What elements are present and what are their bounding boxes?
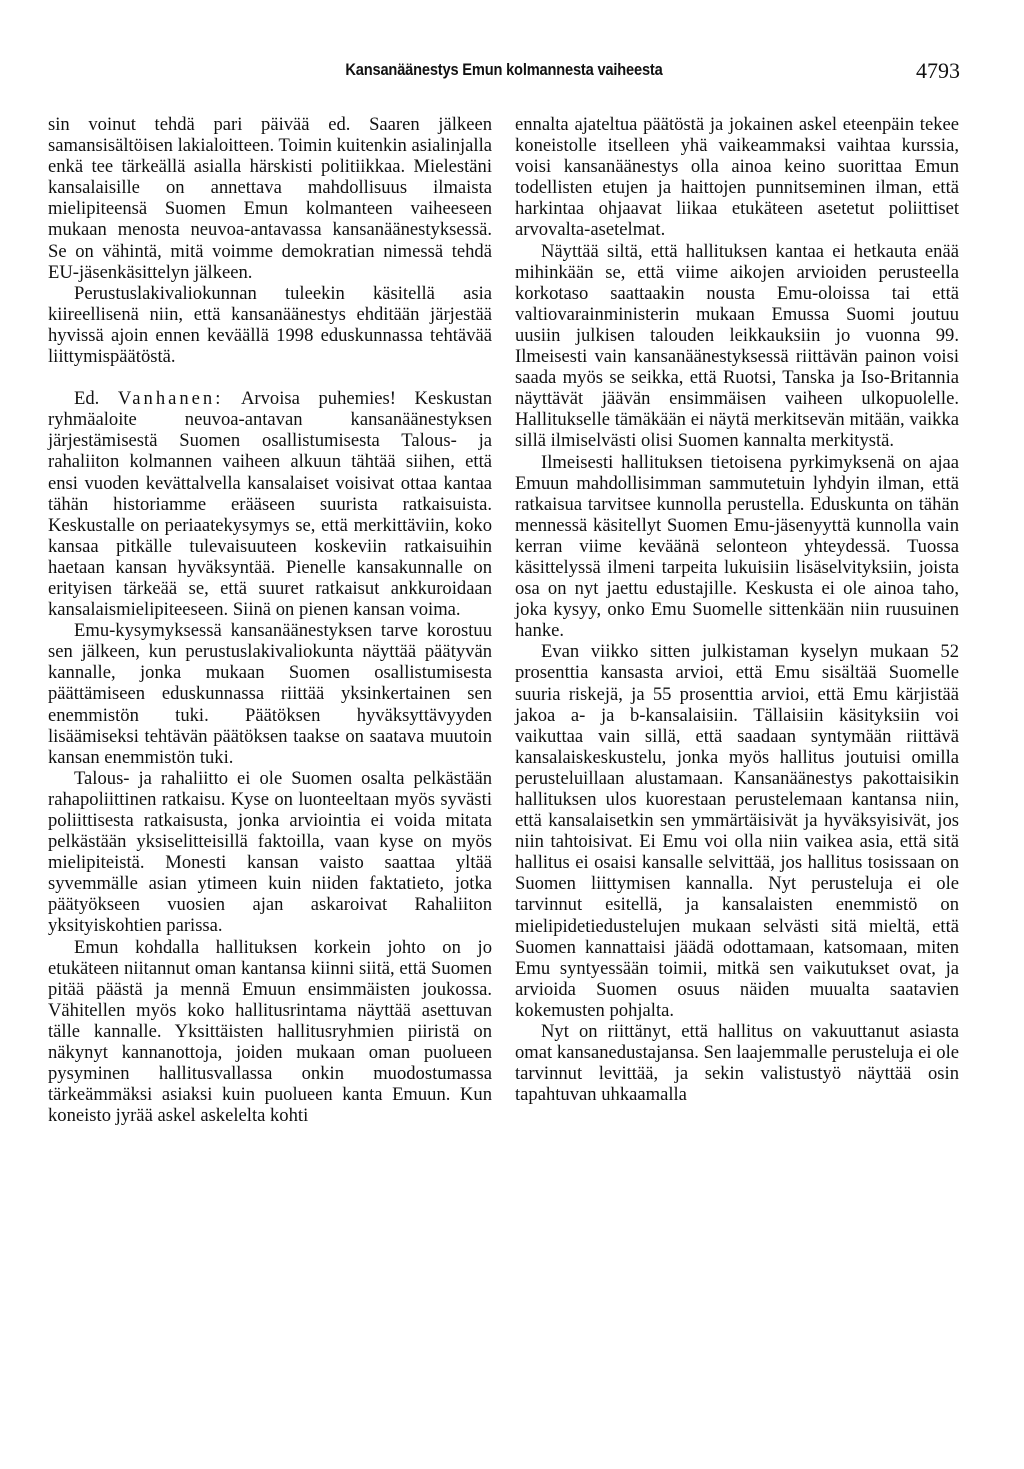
paragraph: Emun kohdalla hallituksen korkein johto on jo etukäteen niitannut oman kantansa kiinni siitä, että Suomen pitää päästä ja mennä Emuun ensimmäisten joukossa. Vähitellen myös koko hallitusrintama näyttää asettuvan tälle kannalle. Yksittäisten hallitusryhmien piiristä on näkynyt kannanottoja, joiden mukaan oman puolueen pysyminen hallitusvallassa onkin muodostumassa tärkeämmäksi asiaksi kuin puolueen kanta Emuun. Kun koneisto jyrää askel askelelta kohti (48, 936, 492, 1127)
right-column (515, 114, 959, 1105)
page-number: 4793 (916, 58, 960, 83)
speaker-prefix: Ed. (74, 388, 118, 410)
speaker-paragraph (48, 388, 492, 620)
paragraph: Evan viikko sitten julkistaman kyselyn mukaan 52 prosenttia kansasta arvioi, että Emu sisältää Suomelle suuria riskejä, ja 55 prosenttia arvioi, että Emu kärjistää jakoa a- ja b-kansalaisiin. Tällaisiin käsityksiin voi vaikuttaa vain sillä, että saadaan syntymään riittävä kansalaiskeskustelu, jonka myös hallitus joutuisi omilla perusteluillaan alustamaan. Kansanäänestys pakottaisikin hallituksen ulos kuorestaan perustelemaan kantansa niin, että kansalaisetkin sen ymmärtäisivät ja hyväksyisivät, jos niin tahtoisivat. Ei Emu voi olla niin vaikea asia, että sitä hallitus ei osaisi kansalle selvittää, jos hallitus tosissaan on Suomen liittymisen kannalla. Nyt perusteluja ei ole tarvinnut esitellä, ja kansalaisten enemmistö on mielipidetiedustelujen mukaan selvästi sitä mieltä, että Suomen kannattaisi jäädä odottamaan, katsomaan, miten Emu syntyessään toimii, mitkä sen vaikutukset ovat, ja arvioida Suomen osuus näiden muualta saatavien kokemusten pohjalta. (515, 641, 959, 1021)
paragraph: Ilmeisesti hallituksen tietoisena pyrkimyksenä on ajaa Emuun mahdollisimman sammutetuin lyhdyin ilman, että ratkaisua tarvitsee kunnolla perustella. Eduskunta on tähän mennessä käsitellyt Suomen Emu-jäsenyyttä kunnolla vain kerran viime keväänä selonteon yhteydessä. Tuossa käsittelyssä ilmeni tarpeita lukuisiin lisäselvityksiin, joista osa on nyt jaettu edustajille. Keskusta ei ole ainoa taho, joka kysyy, onko Emu Suomelle sittenkään niin ruusuinen hanke. (515, 451, 959, 642)
paragraph: Emu-kysymyksessä kansanäänestyksen tarve korostuu sen jälkeen, kun perustuslakivaliokunta näyttää päätyvän kannalle, jonka mukaan Suomen osallistumisesta päättämiseen eduskunnassa riittää yksinkertainen sen enemmistön tuki. Päätöksen hyväksyttävyyden lisäämiseksi tehtävän päätöksen taakse on saatava muutoin kansan enemmistön tuki. (48, 620, 492, 768)
speech-text: Arvoisa puhemies! Keskustan ryhmäaloite neuvoa-antavan kansanäänestyksen järjestämisestä Suomen osallistumisesta Talous- ja rahaliiton kolmannen vaiheen alkuun tähtää siihen, että ensi vuoden kevättalvella kansalaiset voisivat ottaa kantaa tähän historiamme erääseen suurista ratkaisuista. Keskustalle on periaatekysymys se, että merkittäviin, koko kansaa pitkälle tulevaisuuteen koskeviin ratkaisuihin haetaan kansan hyväksyntää. Pienelle kansakunnalle on erityisen tärkeää se, että suuret ratkaisut ankkuroidaan kansalaismielipiteeseen. Siinä on pienen kansan voima. (48, 388, 493, 621)
running-head (48, 60, 960, 88)
paragraph: Näyttää siltä, että hallituksen kantaa ei hetkauta enää mihinkään se, että viime aikojen arvioiden perusteella korkotaso saattaakin nousta Emu-oloissa tai että valtiovarainministerin mukaan Emussa Suomi joutuu uusiin julkisen talouden leikkauksiin jo vuonna 99. Ilmeisesti vain kansanäänestyksessä riittävän painon voisi saada myös se seikka, että Ruotsi, Tanska ja Iso-Britannia näyttävät jäävän ensimmäisen vaiheen ulkopuolelle. Hallitukselle tämäkään ei näytä merkitsevän mitään, vaikka sillä ilmiselvästi olisi Suomen kannalta merkitystä. (515, 240, 959, 452)
paragraph: Talous- ja rahaliitto ei ole Suomen osalta pelkästään rahapoliittinen ratkaisu. Kyse on luonteeltaan myös syvästi poliittisesta ratkaisusta, jonka arviointia ei voida mitata pelkästään yksiselitteisillä faktoilla, vaan kyse on myös mielipiteistä. Monesti kansan vaisto saattaa yltää syvemmälle asian ytimeen kuin niiden faktatieto, jotka päätyökseen vuosien ajan askaroivat Rahaliiton yksityiskohtien parissa. (48, 767, 492, 937)
running-title: Kansanäänestys Emun kolmannesta vaiheesta (345, 60, 663, 79)
left-column (48, 114, 492, 1126)
paragraph: Nyt on riittänyt, että hallitus on vakuuttanut asiasta omat kansanedustajansa. Sen laajemmalle perusteluja ei ole tarvinnut levittää, ja sekin valistustyö näyttää osin tapahtuvan uhkaamalla (515, 1021, 959, 1106)
paragraph: sin voinut tehdä pari päivää ed. Saaren jälkeen samansisältöisen lakialoitteen. Toimin kuitenkin asialinjalla enkä tee tärkeällä asialla härskisti politiikkaa. Mielestäni kansalaisille on annettava mahdollisuus ilmaista mielipiteensä Suomen Emun kolmanteen vaiheeseen mukaan menosta neuvoa-antavassa kansanäänestyksessä. Se on vähintä, mitä voimme demokratian nimessä tehdä EU-jäsenkäsittelyn jälkeen. (48, 114, 492, 283)
speaker-name: Vanhanen: (117, 388, 224, 410)
paragraph: Perustuslakivaliokunnan tuleekin käsitellä asia kiireellisenä niin, että kansanäänestys ehditään järjestää hyvissä ajoin ennen keväällä 1998 eduskunnassa tehtävää liittymispäätöstä. (48, 282, 492, 368)
paragraph: ennalta ajateltua päätöstä ja jokainen askel eteenpäin tekee koneistolle itselleen yhä vaikeammaksi vaihtaa kurssia, voisi kansanäänestys olla ainoa keino suorittaa Emun todellisten etujen ja haittojen punnitseminen ilman, että harkintaa ohjaavat liikaa etukäteen asetetut poliittiset arvovalta-asetelmat. (515, 114, 959, 241)
